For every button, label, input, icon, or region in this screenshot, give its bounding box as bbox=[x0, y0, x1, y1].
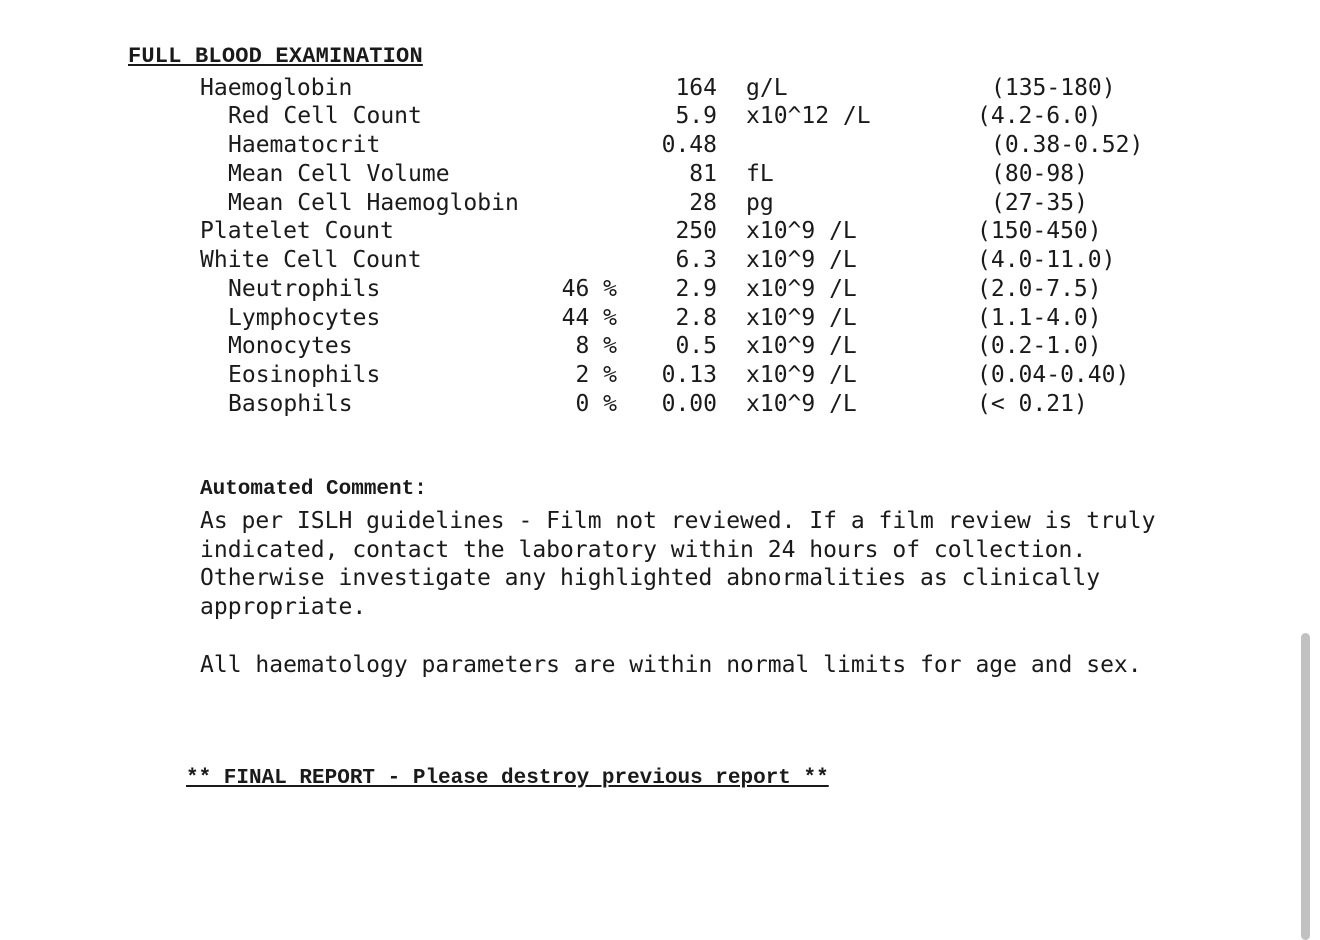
vertical-scrollbar[interactable] bbox=[1301, 633, 1310, 940]
result-range: (2.0-7.5) bbox=[977, 276, 1102, 302]
result-range: (4.0-11.0) bbox=[977, 247, 1116, 273]
result-value: 0.48 bbox=[661, 132, 717, 158]
result-value: 2.8 bbox=[675, 305, 717, 331]
result-unit: x10^9 /L bbox=[746, 247, 857, 273]
result-value: 28 bbox=[689, 190, 717, 216]
result-unit: x10^9 /L bbox=[746, 362, 857, 388]
result-range: (0.2-1.0) bbox=[977, 333, 1102, 359]
result-name: Red Cell Count bbox=[228, 103, 422, 129]
result-unit: x10^9 /L bbox=[746, 391, 857, 417]
result-value: 2.9 bbox=[675, 276, 717, 302]
result-percent: 44 % bbox=[561, 305, 617, 331]
comment-line: Otherwise investigate any highlighted abnormalities as clinically bbox=[200, 565, 1101, 591]
result-range: (0.04-0.40) bbox=[977, 362, 1130, 388]
result-unit: x10^9 /L bbox=[746, 333, 857, 359]
result-value: 5.9 bbox=[675, 103, 717, 129]
result-value: 250 bbox=[675, 218, 717, 244]
result-row-red-cell-count bbox=[0, 102, 1320, 130]
final-report-notice: ** FINAL REPORT - Please destroy previous report ** bbox=[186, 767, 829, 790]
comment-line: appropriate. bbox=[200, 594, 367, 620]
result-name: Mean Cell Volume bbox=[228, 161, 450, 187]
section-title: FULL BLOOD EXAMINATION bbox=[128, 44, 423, 69]
result-range: (150-450) bbox=[977, 218, 1102, 244]
result-range: (27-35) bbox=[991, 190, 1088, 216]
result-unit: g/L bbox=[746, 75, 788, 101]
result-range: (135-180) bbox=[991, 75, 1116, 101]
result-percent: 8 % bbox=[575, 333, 617, 359]
result-percent: 2 % bbox=[575, 362, 617, 388]
result-unit: x10^9 /L bbox=[746, 218, 857, 244]
result-unit: pg bbox=[746, 190, 774, 216]
comment-line: As per ISLH guidelines - Film not reviewed. If a film review is truly bbox=[200, 508, 1156, 534]
result-unit: x10^9 /L bbox=[746, 305, 857, 331]
comment-line: indicated, contact the laboratory within 24 hours of collection. bbox=[200, 537, 1087, 563]
result-range: (0.38-0.52) bbox=[991, 132, 1144, 158]
result-name: White Cell Count bbox=[200, 247, 422, 273]
result-range: (1.1-4.0) bbox=[977, 305, 1102, 331]
result-row-lymphocytes bbox=[0, 304, 1320, 332]
result-name: Eosinophils bbox=[228, 362, 381, 388]
result-percent: 46 % bbox=[561, 276, 617, 302]
result-name: Platelet Count bbox=[200, 218, 394, 244]
result-row-white-cell-count bbox=[0, 246, 1320, 274]
result-row-eosinophils bbox=[0, 361, 1320, 389]
result-name: Monocytes bbox=[228, 333, 353, 359]
result-row-platelet-count bbox=[0, 217, 1320, 245]
result-range: (80-98) bbox=[991, 161, 1088, 187]
result-name: Neutrophils bbox=[228, 276, 381, 302]
result-range: (4.2-6.0) bbox=[977, 103, 1102, 129]
result-value: 0.13 bbox=[661, 362, 717, 388]
result-range: (< 0.21) bbox=[977, 391, 1088, 417]
result-name: Haemoglobin bbox=[200, 75, 353, 101]
comment-summary: All haematology parameters are within normal limits for age and sex. bbox=[200, 652, 1142, 678]
result-value: 6.3 bbox=[675, 247, 717, 273]
result-value: 164 bbox=[675, 75, 717, 101]
result-name: Lymphocytes bbox=[228, 305, 381, 331]
comment-heading: Automated Comment: bbox=[200, 478, 427, 501]
result-row-haemoglobin bbox=[0, 74, 1320, 102]
result-row-haematocrit bbox=[0, 131, 1320, 159]
result-name: Haematocrit bbox=[228, 132, 381, 158]
result-percent: 0 % bbox=[575, 391, 617, 417]
result-value: 81 bbox=[689, 161, 717, 187]
result-row-basophils bbox=[0, 390, 1320, 418]
result-row-neutrophils bbox=[0, 275, 1320, 303]
result-name: Basophils bbox=[228, 391, 353, 417]
result-value: 0.00 bbox=[661, 391, 717, 417]
result-unit: fL bbox=[746, 161, 774, 187]
result-unit: x10^12 /L bbox=[746, 103, 871, 129]
result-value: 0.5 bbox=[675, 333, 717, 359]
result-row-mean-cell-volume bbox=[0, 160, 1320, 188]
result-unit: x10^9 /L bbox=[746, 276, 857, 302]
result-row-mean-cell-haemoglobin bbox=[0, 189, 1320, 217]
result-row-monocytes bbox=[0, 332, 1320, 360]
result-name: Mean Cell Haemoglobin bbox=[228, 190, 519, 216]
